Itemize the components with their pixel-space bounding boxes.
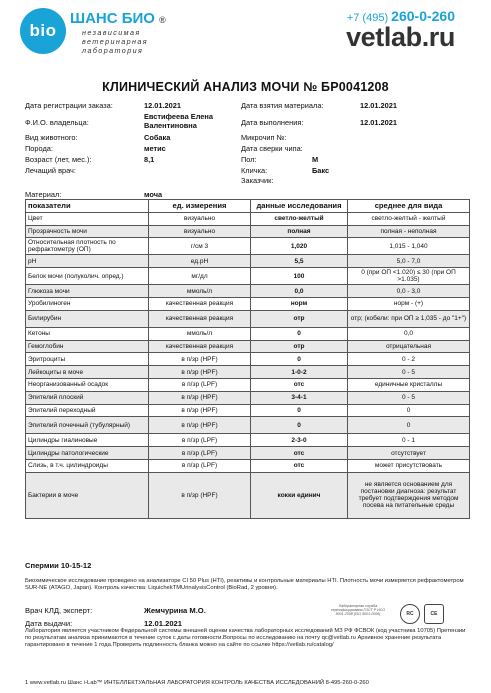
- cell-value: отр: [251, 310, 348, 327]
- quality-seal-icon: RC: [400, 604, 420, 624]
- table-row: [26, 378, 470, 391]
- phone-main: 260-0-260: [391, 8, 455, 24]
- cell-reference: полная - неполная: [348, 225, 470, 238]
- order-date-label: Дата регистрации заказа:: [25, 101, 113, 110]
- material: моча: [144, 190, 163, 199]
- cell-unit: в п/зр (HPF): [149, 472, 251, 518]
- cell-unit: в п/зр (HPF): [149, 404, 251, 417]
- cell-parameter: Цилиндры патологические: [26, 447, 149, 460]
- brand-reg-mark: ®: [159, 15, 166, 25]
- phone-prefix: +7 (495): [346, 12, 389, 24]
- page-footer: 1 www.vetlab.ru Шанс i-Lab™ ИНТЕЛЛЕКТУАЛЬНАЯ ЛАБОРАТОРИЯ КОНТРОЛЬ КАЧЕСТВА ИССЛЕДОВАНИЙ 8-495-260-0-260: [25, 680, 369, 686]
- cell-parameter: Глюкоза мочи: [26, 285, 149, 298]
- cell-unit: в п/зр (LPF): [149, 434, 251, 447]
- brand-sub-line: независимая: [82, 28, 141, 37]
- cell-unit: качественная реакция: [149, 310, 251, 327]
- cell-value: 0: [251, 417, 348, 434]
- cell-reference: 0: [348, 417, 470, 434]
- table-row: [26, 391, 470, 404]
- cell-unit: в п/зр (HPF): [149, 366, 251, 379]
- done-date: 12.01.2021: [360, 118, 397, 127]
- sample-date-label: Дата взятия материала:: [241, 101, 324, 110]
- cell-value: 0,0: [251, 285, 348, 298]
- col-header-unit: ед. измерения: [149, 200, 251, 213]
- cell-value: 1,020: [251, 238, 348, 255]
- cell-parameter: Слизь, в т.ч. цилиндроиды: [26, 459, 149, 472]
- age: 8,1: [144, 155, 155, 164]
- cell-unit: визуально: [149, 212, 251, 225]
- page-title: КЛИНИЧЕСКИЙ АНАЛИЗ МОЧИ № БР0041208: [102, 80, 389, 94]
- cell-parameter: Цилиндры гиалиновые: [26, 434, 149, 447]
- cell-reference: норм - (+): [348, 297, 470, 310]
- cell-unit: ед.pH: [149, 255, 251, 268]
- brand-name: [70, 10, 166, 27]
- cell-value: отр: [251, 340, 348, 353]
- cell-parameter: Эпителий почечный (тубулярный): [26, 417, 149, 434]
- cell-value: 0: [251, 353, 348, 366]
- cell-unit: в п/зр (LPF): [149, 459, 251, 472]
- cell-value: 1-0-2: [251, 366, 348, 379]
- signer-label: Врач КЛД, эксперт:: [25, 606, 93, 615]
- nick-label: Кличка:: [241, 166, 268, 175]
- breed-label: Порода:: [25, 144, 53, 153]
- cell-reference: 0,0: [348, 327, 470, 340]
- table-row: [26, 285, 470, 298]
- cell-reference: отр; (кобели: при ОП ≥ 1,035 - до "1+"): [348, 310, 470, 327]
- brand-subtitle: [82, 28, 148, 55]
- cell-unit: в п/зр (HPF): [149, 353, 251, 366]
- material-label: Материал:: [25, 190, 62, 199]
- cell-reference: единичные кристаллы: [348, 378, 470, 391]
- cell-value: кокки единич: [251, 472, 348, 518]
- sex-label: Пол:: [241, 155, 257, 164]
- table-row: [26, 297, 470, 310]
- logo-text: bio: [29, 21, 57, 40]
- table-row: [26, 238, 470, 255]
- table-row: [26, 353, 470, 366]
- cell-parameter: Эритроциты: [26, 353, 149, 366]
- cell-unit: мг/дл: [149, 268, 251, 285]
- cell-parameter: Цвет: [26, 212, 149, 225]
- cell-value: норм: [251, 297, 348, 310]
- cell-reference: 0 - 5: [348, 391, 470, 404]
- customer-label: Заказчик:: [241, 176, 274, 185]
- table-row: [26, 327, 470, 340]
- cell-parameter: Кетоны: [26, 327, 149, 340]
- site-link[interactable]: vetlab.ru: [346, 22, 455, 52]
- cell-value: 100: [251, 268, 348, 285]
- table-row: [26, 310, 470, 327]
- cell-unit: качественная реакция: [149, 340, 251, 353]
- col-header-value: данные исследования: [251, 200, 348, 213]
- signer-name: Жемчурина М.О.: [144, 606, 206, 615]
- disclaimer: Лаборатория является участником Федеральной системы внешней оценки качества лабораторных исследований МЗ РФ ФСВОК (код участника 10705) Претензии по результатам анализа принимаются в течение суток с даты готовности.Вопросы по исследованию на почту qc@vetlab.ru Архивное хранение результата гарантировано в течение 1 года.Проверить подлинность бланка можно на сайте по ссылке https://vetlab.ru/catalog/: [25, 628, 466, 648]
- cell-value: 0: [251, 404, 348, 417]
- cell-reference: не является основанием для постановки диагноза: результат требует подтверждения методом посева на питательные среды: [348, 472, 470, 518]
- table-row: [26, 268, 470, 285]
- certification-mark-icon: CE: [424, 604, 444, 624]
- table-row: [26, 366, 470, 379]
- sex: М: [312, 155, 319, 164]
- cell-value: 2-3-0: [251, 434, 348, 447]
- cell-parameter: Белок мочи (полуколич. опред.): [26, 268, 149, 285]
- chip-label: Микрочип №:: [241, 133, 287, 142]
- cell-reference: 0 - 5: [348, 366, 470, 379]
- owner-label: Ф.И.О. владельца:: [25, 118, 89, 127]
- cell-reference: 0,0 - 3,0: [348, 285, 470, 298]
- age-label: Возраст (лет, мес.):: [25, 155, 92, 164]
- table-row: [26, 340, 470, 353]
- issue-date-label: Дата выдачи:: [25, 619, 73, 628]
- brand-text: ШАНС БИО: [70, 10, 155, 27]
- brand-sub-line: ветеринарная: [82, 37, 149, 46]
- cell-parameter: pH: [26, 255, 149, 268]
- cell-unit: визуально: [149, 225, 251, 238]
- cell-reference: 0 - 1: [348, 434, 470, 447]
- cell-parameter: Эпителий плоский: [26, 391, 149, 404]
- table-row: [26, 447, 470, 460]
- cell-value: отс: [251, 459, 348, 472]
- cell-unit: ммоль/л: [149, 285, 251, 298]
- cell-reference: 1,015 - 1,040: [348, 238, 470, 255]
- table-row: [26, 255, 470, 268]
- table-row: [26, 404, 470, 417]
- col-header-parameter: показатели: [26, 200, 149, 213]
- issue-date: 12.01.2021: [144, 619, 183, 628]
- cell-reference: 0: [348, 404, 470, 417]
- cell-parameter: Относительная плотность по рефрактометру (ОП): [26, 238, 149, 255]
- cell-reference: светло-желтый - желтый: [348, 212, 470, 225]
- owner-name: Евстифеева Елена Валентиновна: [144, 112, 213, 130]
- col-header-reference: среднее для вида: [348, 200, 470, 213]
- cell-unit: в п/зр (HPF): [149, 391, 251, 404]
- species: Собака: [144, 133, 171, 142]
- cell-reference: отрицательная: [348, 340, 470, 353]
- table-row: [26, 212, 470, 225]
- cell-parameter: Прозрачность мочи: [26, 225, 149, 238]
- cell-parameter: Лейкоциты в моче: [26, 366, 149, 379]
- table-header-row: [26, 200, 470, 213]
- cell-reference: отсутствует: [348, 447, 470, 460]
- cell-value: 0: [251, 327, 348, 340]
- cell-reference: 0 (при ОП <1.020) ≤ 30 (при ОП >1.035): [348, 268, 470, 285]
- cell-reference: 0 - 2: [348, 353, 470, 366]
- cell-unit: ммоль/л: [149, 327, 251, 340]
- cell-parameter: Бактерии в моче: [26, 472, 149, 518]
- cell-value: 3-4-1: [251, 391, 348, 404]
- table-row: [26, 434, 470, 447]
- cell-parameter: Билирубин: [26, 310, 149, 327]
- cell-unit: в п/зр (HPF): [149, 417, 251, 434]
- cell-reference: 5,0 - 7,0: [348, 255, 470, 268]
- cell-parameter: Гемоглобин: [26, 340, 149, 353]
- cell-unit: г/см 3: [149, 238, 251, 255]
- method-note: Биохимическое исследование проведено на анализаторе CI 50 Plus (НТI), реактивы и контрольные материалы НТI. Плотность мочи измеряется рефрактометром SUR-NE (ATAGO, Japan). Контроль качества: LiquichekTMUrinalysisControl (BioRad, 2 уровня).: [25, 578, 464, 591]
- cell-value: отс: [251, 447, 348, 460]
- breed: метис: [144, 144, 166, 153]
- pet-nick: Бакс: [312, 166, 330, 175]
- brand-sub-line: лаборатория: [82, 46, 144, 55]
- cell-value: 5,5: [251, 255, 348, 268]
- species-label: Вид животного:: [25, 133, 78, 142]
- chip-check-label: Дата сверки чипа:: [241, 144, 303, 153]
- cell-unit: в п/зр (LPF): [149, 378, 251, 391]
- cell-unit: в п/зр (LPF): [149, 447, 251, 460]
- cell-value: полная: [251, 225, 348, 238]
- cell-value: светло-желтый: [251, 212, 348, 225]
- done-date-label: Дата выполнения:: [241, 118, 304, 127]
- table-row: [26, 472, 470, 518]
- certification-stamp: Лабораторная служба сертифицирована ГОСТ Р ИСО 9001-2008 (ISO 9001:2008): [330, 604, 386, 617]
- doctor-label: Лечащий врач:: [25, 166, 76, 175]
- sperm-result: Спермии 10-15-12: [25, 561, 92, 570]
- order-date: 12.01.2021: [144, 101, 181, 110]
- table-row: [26, 459, 470, 472]
- table-row: [26, 225, 470, 238]
- results-table: [25, 199, 470, 519]
- cell-parameter: Неорганизованный осадок: [26, 378, 149, 391]
- cell-reference: может присутствовать: [348, 459, 470, 472]
- cell-value: отс: [251, 378, 348, 391]
- sample-date: 12.01.2021: [360, 101, 397, 110]
- brand-logo: [20, 8, 66, 54]
- cell-parameter: Уробилиноген: [26, 297, 149, 310]
- cell-unit: качественная реакция: [149, 297, 251, 310]
- cell-parameter: Эпителий переходный: [26, 404, 149, 417]
- table-row: [26, 417, 470, 434]
